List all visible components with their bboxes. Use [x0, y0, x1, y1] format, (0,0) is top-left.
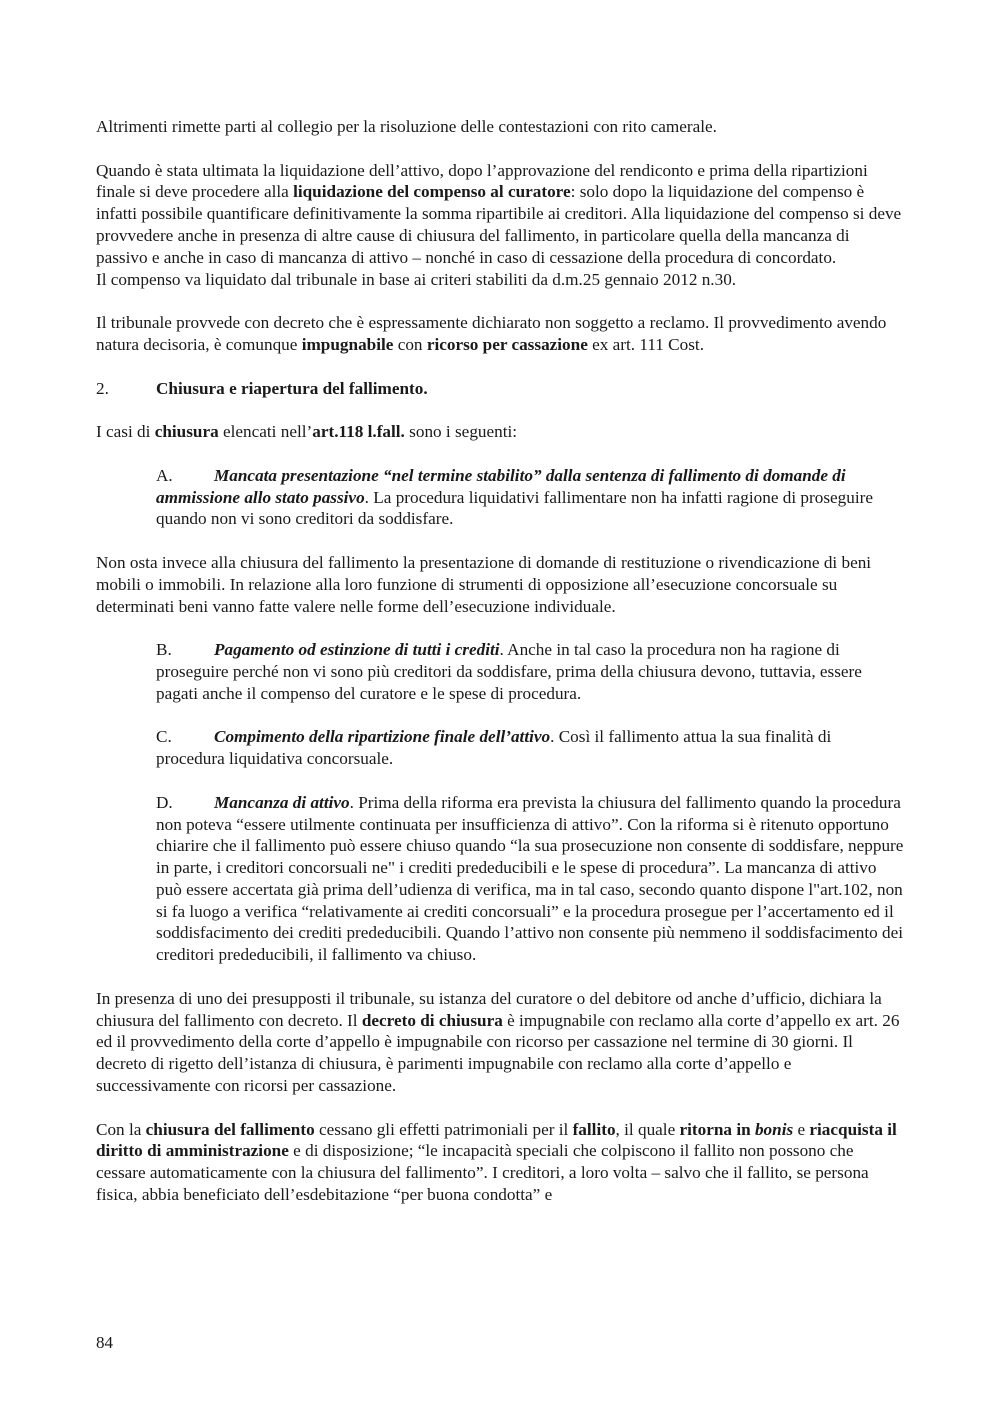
list-letter: C.	[156, 727, 172, 747]
paragraph-non-osta: Non osta invece alla chiusura del fallimento la presentazione di domande di restituzione o rivendicazione di beni mobili o immobili. In relazione alla loro funzione di strumenti di opposizione all’esecuzione concorsuale su determinati beni vanno fatte valere nelle forme dell’esecuzione individuale.	[96, 552, 872, 616]
bold-chiusura-fallimento: chiusura del fallimento	[145, 1119, 315, 1139]
item-title: Compimento della ripartizione finale dell’attivo	[214, 727, 551, 747]
bold-riacquista-diritto: riacquista il diritto di amministrazione	[96, 1119, 897, 1161]
paragraph-decreto-tribunale: Il tribunale provvede con decreto che è espressamente dichiarato non soggetto a reclamo. Il provvedimento avendo natura decisoria, è comunque impugnabile con ricorso per cassazione ex art. 111 Cost.	[96, 313, 887, 354]
bold-art-118: art.118 l.fall.	[312, 422, 405, 442]
list-letter: B.	[156, 640, 172, 660]
item-title: Pagamento od estinzione di tutti i crediti	[214, 640, 500, 660]
list-item-b: B. Pagamento od estinzione di tutti i crediti. Anche in tal caso la procedura non ha ragione di proseguire perché non vi sono più creditori da soddisfare, prima della chiusura devono, tuttavia, essere pagati anche il compenso del curatore e le spese di procedura.	[156, 640, 862, 703]
bold-ricorso-cassazione: ricorso per cassazione	[426, 334, 588, 354]
list-item-c: C. Compimento della ripartizione finale dell’attivo. Così il fallimento attua la sua finalità di procedura liquidativa concorsuale.	[156, 727, 832, 769]
paragraph-criteri-compenso: Il compenso va liquidato dal tribunale in base ai criteri stabiliti da d.m.25 gennaio 2012 n.30.	[96, 269, 737, 289]
bold-italic-bonis: bonis	[754, 1119, 794, 1139]
section-heading	[96, 378, 904, 400]
paragraph-compenso-curatore: Quando è stata ultimata la liquidazione dell’attivo, dopo l’approvazione del rendiconto e prima della ripartizioni finale si deve procedere alla liquidazione del compenso al curatore: solo dopo la liquidazione del compenso è infatti possibile quantificare definitivamente la somma ripartibile ai creditori. Alla liquidazione del compenso si deve provvedere anche in presenza di altre cause di chiusura del fallimento, in particolare quella della mancanza di passivo e anche in caso di mancanza di attivo – nonché in caso di cessazione della procedura di concordato.	[96, 160, 902, 267]
bold-chiusura: chiusura	[154, 422, 219, 442]
bold-decreto-chiusura: decreto di chiusura	[361, 1010, 503, 1030]
bold-liquidazione-compenso: liquidazione del compenso al curatore	[293, 182, 571, 202]
bold-fallito: fallito	[572, 1119, 616, 1139]
item-title: Mancanza di attivo	[214, 792, 350, 812]
section-title: Chiusura e riapertura del fallimento.	[156, 378, 428, 398]
list-item-a: A. Mancata presentazione “nel termine stabilito” dalla sentenza di fallimento di domande di ammissione allo stato passivo. La procedura liquidativi fallimentare non ha infatti ragione di proseguire quando non vi sono creditori da soddisfare.	[156, 465, 873, 529]
paragraph-casi-chiusura: I casi di chiusura elencati nell’art.118 l.fall. sono i seguenti:	[96, 422, 518, 442]
paragraph-effetti-chiusura: Con la chiusura del fallimento cessano gli effetti patrimoniali per il fallito, il quale ritorna in bonis e riacquista il diritto di amministrazione e di disposizione; “le incapacità speciali che colpiscono il fallito non possono che cessare automaticamente con la chiusura del fallimento”. I creditori, a loro volta – salvo che il fallito, se persona fisica, abbia beneficiato dell’esdebitazione “per buona condotta” e	[96, 1119, 897, 1205]
list-item-d: D. Mancanza di attivo. Prima della riforma era prevista la chiusura del fallimento quando la procedura non poteva “essere utilmente continuata per insufficienza di attivo”. Con la riforma si è ritenuto opportuno chiarire che il fallimento può essere chiuso quando “la sua prosecuzione non consente di soddisfare, neppure in parte, i creditori concorsuali ne" i crediti prededucibili e le spese di procedura”. La mancanza di attivo può essere accertata già prima dell’udienza di verifica, ma in tal caso, secondo quanto dispone l"art.102, non si fa luogo a verifica “relativamente ai crediti concorsuali” e la procedura prosegue per l’accertamento ed il soddisfacimento dei crediti prededucibili. Quando l’attivo non consente più nemmeno il soddisfacimento dei creditori prededucibili, il fallimento va chiuso.	[156, 792, 904, 965]
list-letter: A.	[156, 465, 173, 485]
item-title: Mancata presentazione “nel termine stabilito” dalla sentenza di fallimento di domande di ammissione allo stato passivo	[156, 465, 846, 507]
page-number: 84	[96, 1333, 113, 1352]
section-number: 2.	[96, 378, 109, 398]
document-page	[96, 116, 904, 1206]
bold-ritorna-in: ritorna in	[679, 1119, 755, 1139]
bold-impugnabile: impugnabile	[301, 334, 394, 354]
list-letter: D.	[156, 792, 173, 812]
paragraph-rimette: Altrimenti rimette parti al collegio per la risoluzione delle contestazioni con rito camerale.	[96, 117, 717, 136]
paragraph-decreto-chiusura: In presenza di uno dei presupposti il tribunale, su istanza del curatore o del debitore od anche d’ufficio, dichiara la chiusura del fallimento con decreto. Il decreto di chiusura è impugnabile con reclamo alla corte d’appello ex art. 26 ed il provvedimento della corte d’appello è impugnabile con ricorso per cassazione nel termine di 30 giorni. Il decreto di rigetto dell’istanza di chiusura, è parimenti impugnabile con reclamo alla corte d’appello e successivamente con ricorsi per cassazione.	[96, 988, 900, 1096]
